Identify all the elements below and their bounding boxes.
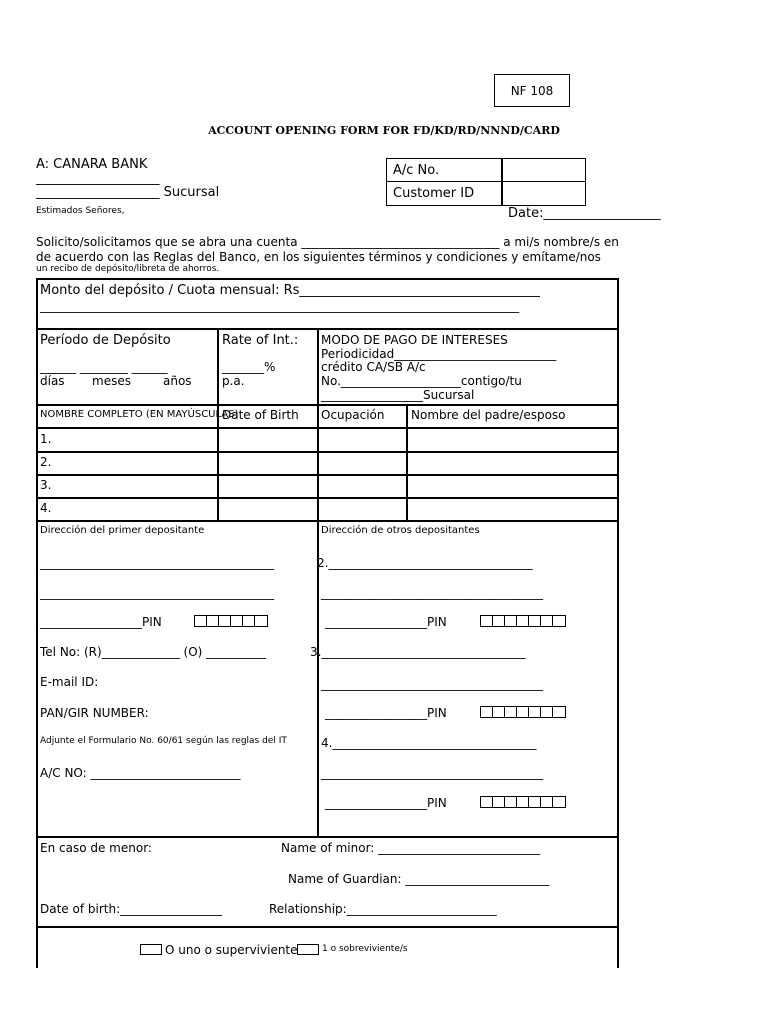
date-field[interactable]: Date:__________________ bbox=[508, 206, 661, 221]
deposit-amount-field[interactable]: Monto del depósito / Cuota mensual: Rs_____________________________________ bbox=[40, 283, 540, 298]
email-field[interactable]: E-mail ID: bbox=[40, 675, 99, 689]
divider-minor bbox=[36, 926, 618, 928]
other-address-4[interactable]: 4.__________________________________ bbox=[321, 736, 537, 750]
days-label: días bbox=[40, 374, 65, 388]
header-date-of-birth: Date of Birth bbox=[222, 408, 299, 422]
other-pin-label-3: _________________PIN bbox=[325, 706, 447, 720]
rate-unit: p.a. bbox=[222, 374, 245, 388]
branch-field[interactable]: ___________________ Sucursal bbox=[36, 185, 220, 200]
customer-id-row bbox=[387, 182, 585, 205]
first-pin-input[interactable] bbox=[194, 615, 268, 627]
first-pin-label: _________________PIN bbox=[40, 615, 162, 629]
request-line-1: Solicito/solicitamos que se abra una cuenta _________________________________ a mi/s nombre/s en bbox=[36, 235, 619, 249]
rate-field[interactable]: _______% bbox=[222, 360, 276, 374]
other-address-2[interactable]: 2.__________________________________ bbox=[317, 556, 533, 570]
months-label: meses bbox=[92, 374, 131, 388]
header-father-spouse: Nombre del padre/esposo bbox=[411, 408, 566, 422]
divider-row-3 bbox=[36, 497, 618, 499]
guardian-name-field[interactable]: Name of Guardian: ________________________ bbox=[288, 872, 550, 886]
ac-no-label: A/c No. bbox=[393, 163, 440, 178]
period-label: Período de Depósito bbox=[40, 333, 171, 348]
former-survivor-label: 1 o sobreviviente/s bbox=[322, 944, 408, 954]
col-sep-2 bbox=[317, 328, 319, 837]
form-code-box bbox=[494, 74, 570, 107]
divider-period bbox=[36, 404, 618, 406]
other-pin-input-3[interactable] bbox=[480, 706, 566, 718]
header-full-name: NOMBRE COMPLETO (EN MAYÚSCULAS) bbox=[40, 409, 239, 420]
table-row[interactable]: 2. bbox=[40, 455, 52, 469]
divider-deposit bbox=[36, 328, 618, 330]
divider-address bbox=[36, 836, 618, 838]
ac-no-field[interactable]: A/C NO: _________________________ bbox=[40, 766, 241, 780]
bank-name: A: CANARA BANK bbox=[36, 157, 148, 172]
minor-case-label: En caso de menor: bbox=[40, 841, 152, 855]
table-top-border bbox=[36, 278, 618, 280]
table-row[interactable]: 4. bbox=[40, 501, 52, 515]
other-pin-label-2: _________________PIN bbox=[325, 615, 447, 629]
either-survivor-label: O uno o superviviente bbox=[165, 943, 298, 957]
minor-dob-field[interactable]: Date of birth:_________________ bbox=[40, 902, 223, 916]
ac-no-row bbox=[387, 159, 585, 182]
divider-row-2 bbox=[36, 474, 618, 476]
form-code: NF 108 bbox=[510, 83, 554, 98]
divider-row-1 bbox=[36, 451, 618, 453]
table-right-border bbox=[617, 278, 619, 968]
relationship-field[interactable]: Relationship:_________________________ bbox=[269, 902, 497, 916]
pan-field[interactable]: PAN/GIR NUMBER: bbox=[40, 706, 149, 720]
deposit-amount-line2[interactable]: ____________________________________________________________________________________ bbox=[40, 299, 519, 313]
divider-row-4 bbox=[36, 520, 618, 522]
credit-account-no-field[interactable]: No.____________________contigo/tu bbox=[321, 374, 522, 388]
first-address-line-2[interactable]: _______________________________________ bbox=[40, 586, 274, 600]
other-address-title: Dirección de otros depositantes bbox=[321, 525, 480, 536]
other-pin-input-2[interactable] bbox=[480, 615, 566, 627]
divider-headers bbox=[36, 427, 618, 429]
years-label: años bbox=[163, 374, 192, 388]
table-row[interactable]: 3. bbox=[40, 478, 52, 492]
interest-mode-title: MODO DE PAGO DE INTERESES bbox=[321, 333, 508, 347]
either-survivor-checkbox[interactable] bbox=[140, 944, 162, 955]
table-left-border bbox=[36, 278, 38, 968]
other-address-4-line[interactable]: _____________________________________ bbox=[321, 766, 543, 780]
other-address-3[interactable]: 3.__________________________________ bbox=[310, 645, 526, 659]
first-address-line-1[interactable]: _______________________________________ bbox=[40, 556, 274, 570]
form-title: ACCOUNT OPENING FORM FOR FD/KD/RD/NNND/CARD bbox=[208, 124, 560, 137]
greeting: Estimados Señores, bbox=[36, 206, 125, 216]
other-pin-input-4[interactable] bbox=[480, 796, 566, 808]
request-line-3: un recibo de depósito/libreta de ahorros. bbox=[36, 264, 220, 274]
col-sep-3 bbox=[406, 404, 408, 521]
col-sep-1 bbox=[217, 328, 219, 521]
periodicity-field[interactable]: Periodicidad___________________________ bbox=[321, 347, 557, 361]
blank-line[interactable]: ___________________ bbox=[36, 171, 160, 186]
other-address-2-line[interactable]: _____________________________________ bbox=[321, 586, 543, 600]
credit-account-label: crédito CA/SB A/c bbox=[321, 360, 426, 374]
other-pin-label-4: _________________PIN bbox=[325, 796, 447, 810]
attach-form-note: Adjunte el Formulario No. 60/61 según las reglas del IT bbox=[40, 736, 287, 746]
credit-branch-field[interactable]: _________________Sucursal bbox=[321, 388, 475, 402]
other-address-3-line[interactable]: _____________________________________ bbox=[321, 677, 543, 691]
request-line-2: de acuerdo con las Reglas del Banco, en los siguientes términos y condiciones y emítame/nos bbox=[36, 250, 601, 264]
table-row[interactable]: 1. bbox=[40, 432, 52, 446]
account-box-divider bbox=[501, 159, 503, 205]
minor-name-field[interactable]: Name of minor: ___________________________ bbox=[281, 841, 541, 855]
rate-label: Rate of Int.: bbox=[222, 333, 299, 348]
first-address-title: Dirección del primer depositante bbox=[40, 525, 205, 536]
customer-id-label: Customer ID bbox=[393, 186, 475, 201]
telephone-field[interactable]: Tel No: (R)_____________ (O) __________ bbox=[40, 645, 267, 659]
former-survivor-checkbox[interactable] bbox=[297, 944, 319, 955]
period-blanks[interactable]: ______ ________ ______ bbox=[40, 360, 168, 374]
header-occupation: Ocupación bbox=[321, 408, 385, 422]
account-box bbox=[386, 158, 586, 206]
